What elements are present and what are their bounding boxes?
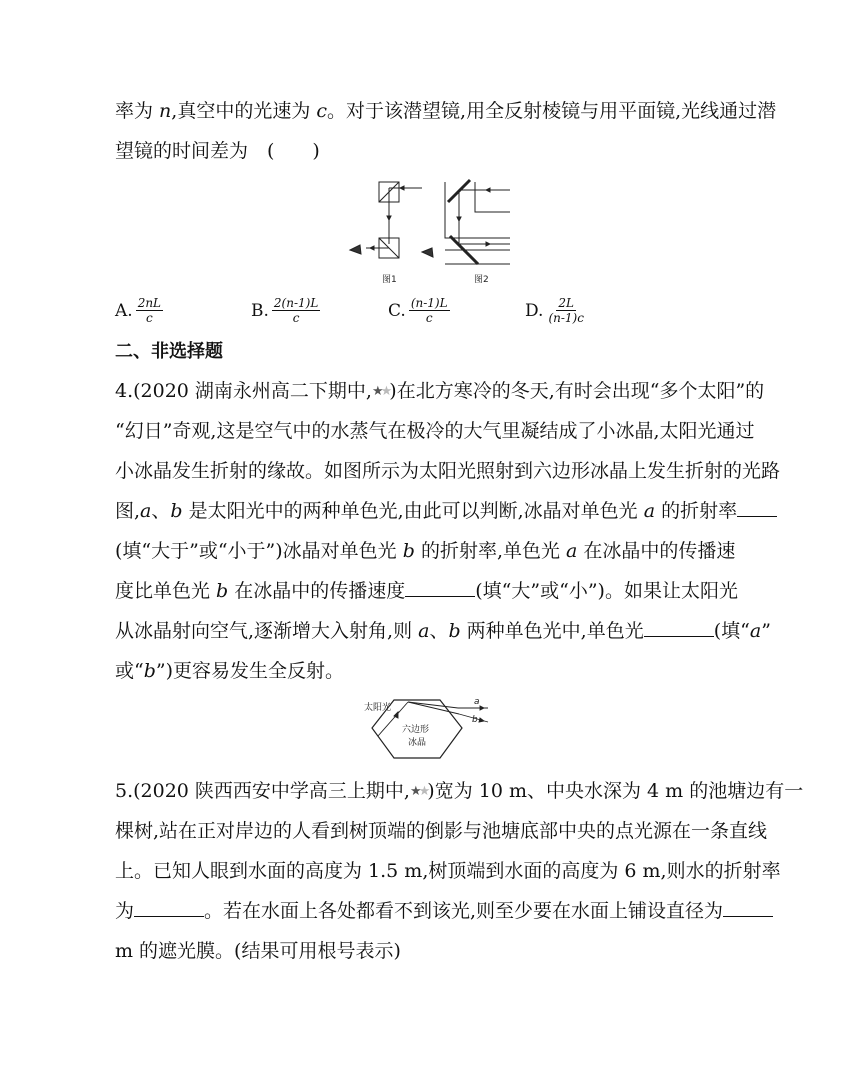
ice-crystal-figure (360, 690, 520, 770)
q5-text-line-2: 棵树,站在正对岸边的人看到树顶端的倒影与池塘底部中央的点光源在一条直线 (115, 820, 768, 842)
fig2-caption: 图2 (474, 275, 489, 285)
q4-text-line-5: (填“大于”或“小于”)冰晶对单色光 b 的折射率,单色光 a 在冰晶中的传播速 (115, 540, 736, 562)
q4-text-line-6: 度比单色光 b 在冰晶中的传播速度 (填“大”或“小”)。如果让太阳光 (115, 580, 738, 602)
fig1-eye-icon (350, 245, 361, 254)
q5-text-line-1: 5.(2020 陕西西安中学高三上期中,★★)宽为 10 m、中央水深为 4 m 的池塘边有一 (115, 778, 803, 805)
ray-a-label: a (474, 697, 480, 707)
option-d: D. $\frac{2L}{(n-1)c}$ (525, 296, 584, 325)
q4-text-line-8: 或“b”)更容易发生全反射。 (115, 660, 345, 682)
answer-blank-3[interactable] (644, 618, 714, 637)
q3-text-line-1: 率为 n,真空中的光速为 c。对于该潜望镜,用全反射棱镜与用平面镜,光线通过潜 (115, 100, 777, 122)
answer-blank-1[interactable] (737, 498, 777, 517)
q5-text-line-5: m 的遮光膜。(结果可用根号表示) (115, 940, 401, 962)
q4-text-line-7: 从冰晶射向空气,逐渐增大入射角,则 a、b 两种单色光中,单色光 (填“a” (115, 620, 771, 642)
ray-b-label: b (472, 715, 478, 725)
fig1-caption: 图1 (382, 275, 397, 285)
option-c: C. $\frac{(n-1)L}{c}$ (388, 296, 448, 325)
periscope-figure (340, 172, 530, 290)
hex-label-1: 六边形 (402, 725, 430, 735)
hex-label-2: 冰晶 (408, 738, 427, 748)
q4-text-line-2: “幻日”奇观,这是空气中的水蒸气在极冷的大气里凝结成了小冰晶,太阳光通过 (115, 420, 755, 442)
q5-text-line-3: 上。已知人眼到水面的高度为 1.5 m,树顶端到水面的高度为 6 m,则水的折射率 (115, 860, 781, 882)
option-b: B. $\frac{2(n-1)L}{c}$ (251, 296, 319, 325)
difficulty-star-icon: ★★ (371, 384, 390, 399)
sunlight-label: 太阳光 (364, 703, 392, 713)
answer-blank-4[interactable] (134, 898, 204, 917)
fig2-eye-icon (422, 248, 433, 257)
option-a: A. $\frac{2nL}{c}$ (115, 296, 162, 325)
difficulty-star-icon-2: ★★ (409, 784, 428, 799)
q4-text-line-1: 4.(2020 湖南永州高二下期中,★★)在北方寒冷的冬天,有时会出现“多个太阳”的 (115, 378, 764, 405)
q4-text-line-4: 图,a、b 是太阳光中的两种单色光,由此可以判断,冰晶对单色光 a 的折射率 (115, 498, 777, 524)
answer-blank-2[interactable] (405, 578, 475, 597)
answer-blank-5[interactable] (723, 898, 773, 917)
q5-text-line-4: 为 。若在水面上各处都看不到该光,则至少要在水面上铺设直径为 (115, 898, 773, 924)
section-title: 二、非选择题 (115, 341, 223, 362)
q4-text-line-3: 小冰晶发生折射的缘故。如图所示为太阳光照射到六边形冰晶上发生折射的光路 (115, 460, 781, 482)
q3-text-line-2: 望镜的时间差为 ( ) (115, 140, 320, 162)
